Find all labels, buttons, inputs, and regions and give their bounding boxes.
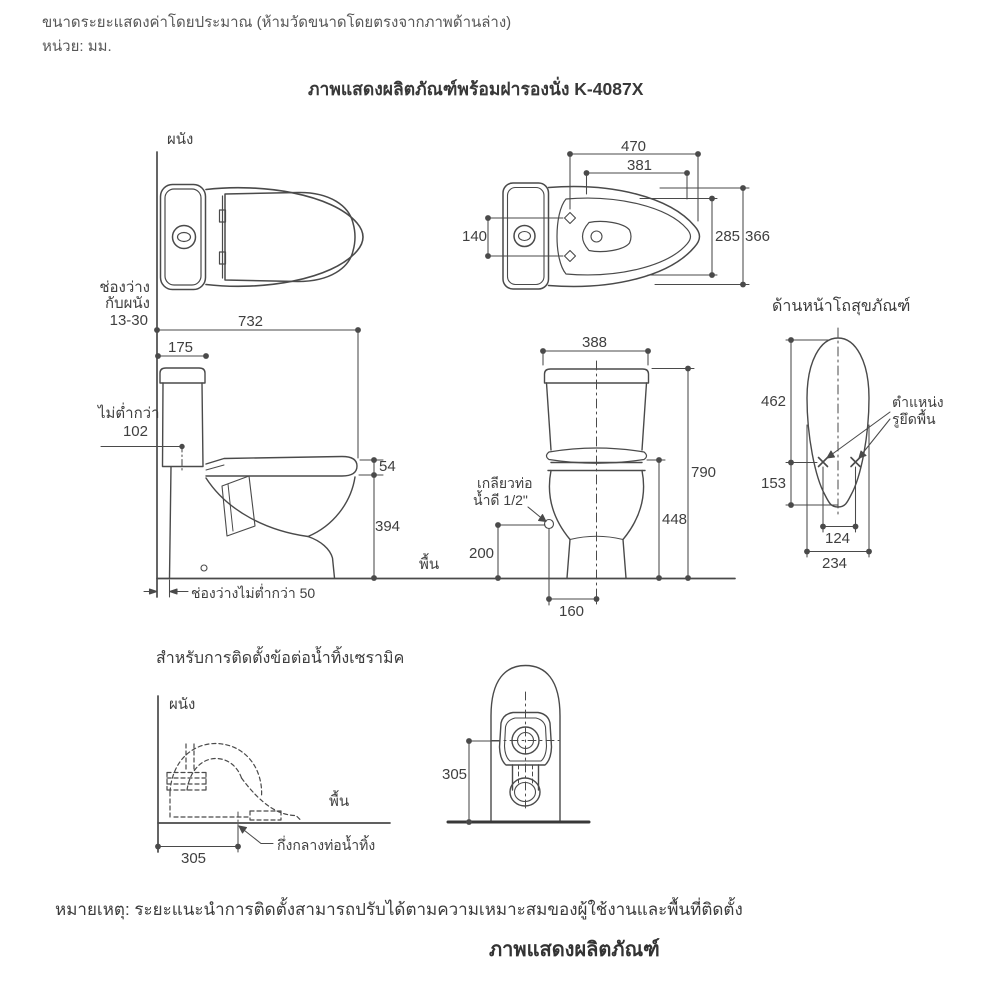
dim-102: 102 — [122, 423, 148, 440]
wall-gap-label-2: กับผนัง — [105, 295, 150, 312]
wall-label-top: ผนัง — [167, 131, 194, 148]
supply-pipe-label-2: น้ำดี 1/2" — [473, 492, 528, 508]
dim-732: 732 — [238, 313, 264, 330]
rear-view-dimensions — [467, 739, 500, 825]
outlet-center-label: กึ่งกลางท่อน้ำทิ้ง — [277, 837, 376, 853]
dim-153: 153 — [761, 475, 787, 492]
wall-label-bottom: ผนัง — [169, 696, 196, 713]
installation-section-title: สำหรับการติดตั้งข้อต่อน้ำทิ้งเซรามิค — [156, 650, 405, 667]
dim-366: 366 — [745, 228, 771, 245]
side-plan-drawing — [157, 152, 363, 597]
dim-140: 140 — [462, 228, 488, 245]
dim-381: 381 — [627, 157, 653, 174]
dashed-toilet-outline — [167, 744, 301, 821]
front-elevation-drawing — [545, 361, 649, 606]
dim-305-vertical: 305 — [442, 766, 468, 783]
page-title: ภาพแสดงผลิตภัณฑ์พร้อมฝารองนั่ง K-4087X — [308, 79, 644, 99]
dim-175: 175 — [168, 339, 194, 356]
dim-470: 470 — [621, 138, 647, 155]
footer-caption: ภาพแสดงผลิตภัณฑ์ — [489, 939, 660, 961]
wall-gap-label-3: 13-30 — [109, 312, 148, 329]
dim-388: 388 — [582, 334, 608, 351]
footprint-drawing — [807, 328, 869, 518]
floor-label: พื้น — [419, 556, 440, 573]
bolt-hole-label-1: ตำแหน่ง — [892, 394, 944, 410]
min-height-label: ไม่ต่ำกว่า — [98, 405, 160, 422]
side-elevation-drawing — [157, 368, 735, 579]
dim-124: 124 — [825, 530, 851, 547]
dim-462: 462 — [761, 393, 787, 410]
footer-note: หมายเหตุ: ระยะแนะนำการติดตั้งสามารถปรับได้ตามความเหมาะสมของผู้ใช้งานและพื้นที่ติดตั้ง — [55, 900, 743, 919]
unit-text: หน่วย: มม. — [42, 38, 112, 55]
dim-234: 234 — [822, 555, 848, 572]
dim-200: 200 — [469, 545, 495, 562]
installation-dimensions — [156, 826, 273, 852]
supply-pipe-label-1: เกลียวท่อ — [477, 475, 533, 491]
wall-gap-label-1: ช่องว่าง — [99, 279, 150, 296]
side-elevation-dimensions — [101, 444, 383, 597]
footprint-section-title: ด้านหน้าโถสุขภัณฑ์ — [772, 298, 911, 315]
dim-448: 448 — [662, 511, 688, 528]
dim-54: 54 — [379, 458, 396, 475]
floor-label-bottom: พื้น — [329, 793, 350, 810]
dim-285: 285 — [715, 228, 741, 245]
installation-drawing — [158, 696, 390, 852]
dim-790: 790 — [691, 464, 717, 481]
floor-gap-label: ช่องว่างไม่ต่ำกว่า 50 — [191, 585, 316, 601]
disclaimer-text: ขนาดระยะแสดงค่าโดยประมาณ (ห้ามวัดขนาดโดยตรงจากภาพด้านล่าง) — [42, 14, 512, 31]
dim-160: 160 — [559, 603, 585, 620]
front-plan-dimensions — [486, 152, 749, 287]
bolt-hole-label-2: รูยึดพื้น — [892, 411, 936, 427]
dim-305-horizontal: 305 — [181, 850, 207, 867]
dim-394: 394 — [375, 518, 401, 535]
